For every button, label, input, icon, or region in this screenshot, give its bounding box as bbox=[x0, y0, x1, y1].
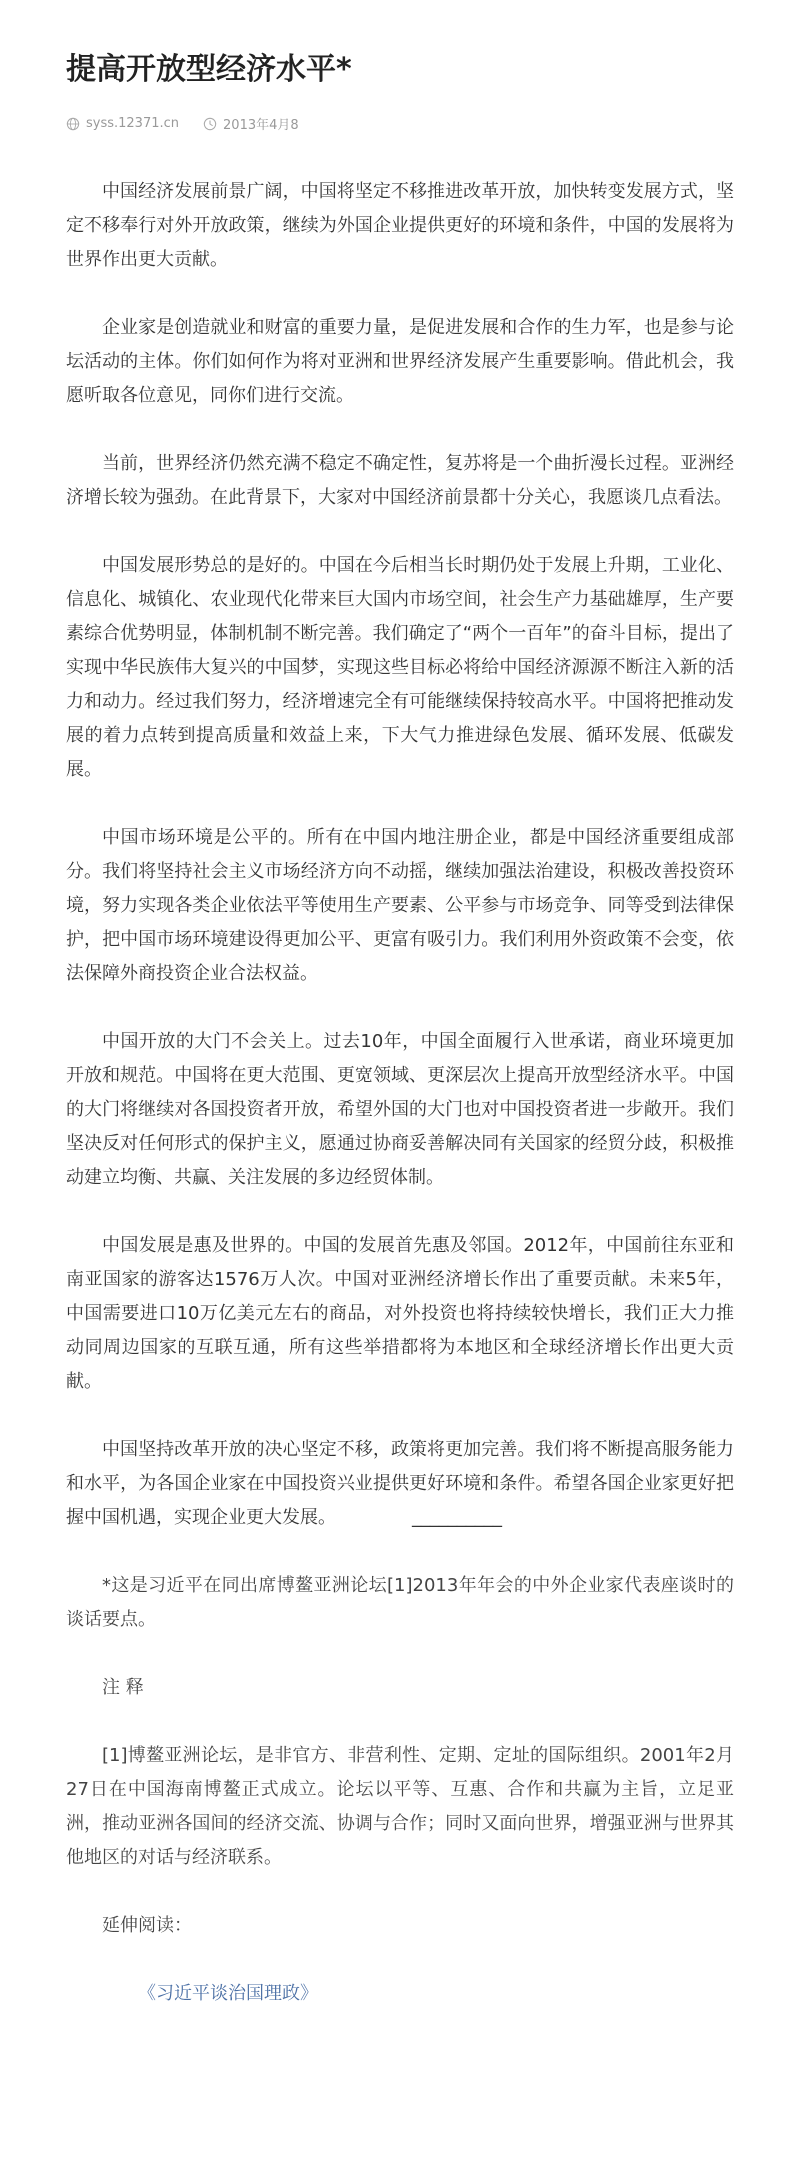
paragraph: 企业家是创造就业和财富的重要力量，是促进发展和合作的生力军，也是参与论坛活动的主体。你们如何作为将对亚洲和世界经济发展产生重要影响。借此机会，我愿听取各位意见，同你们进行交流。 bbox=[66, 317, 734, 406]
article-title: 提高开放型经济水平* bbox=[66, 52, 352, 87]
last-paragraph bbox=[66, 1433, 734, 1535]
further-reading-line bbox=[66, 1977, 734, 2011]
article-date: 2013年4月8 bbox=[223, 118, 299, 133]
source-meta bbox=[66, 116, 179, 131]
paragraph: 中国发展形势总的是好的。中国在今后相当长时期仍处于发展上升期，工业化、信息化、城镇化、农业现代化带来巨大国内市场空间，社会生产力基础雄厚，生产要素综合优势明显，体制机制不断完善。我们确定了“两个一百年”的奋斗目标，提出了实现中华民族伟大复兴的中国梦，实现这些目标必将给中国经济源源不断注入新的活力和动力。经过我们努力，经济增速完全有可能继续保持较高水平。中国将把推动发展的着力点转到提高质量和效益上来，下大气力推进绿色发展、循环发展、低碳发展。 bbox=[66, 555, 734, 780]
paragraph: 中国经济发展前景广阔，中国将坚定不移推进改革开放，加快转变发展方式，坚定不移奉行对外开放政策，继续为外国企业提供更好的环境和条件，中国的发展将为世界作出更大贡献。 bbox=[66, 181, 734, 270]
paragraph: 中国市场环境是公平的。所有在中国内地注册企业，都是中国经济重要组成部分。我们将坚持社会主义市场经济方向不动摇，继续加强法治建设，积极改善投资环境，努力实现各类企业依法平等使用生产要素、公平参与市场竞争、同等受到法律保护，把中国市场环境建设得更加公平、更富有吸引力。我们利用外资政策不会变，依法保障外商投资企业合法权益。 bbox=[66, 827, 734, 984]
article-body bbox=[66, 175, 734, 2011]
paragraph: 中国开放的大门不会关上。过去10年，中国全面履行入世承诺，商业环境更加开放和规范。中国将在更大范围、更宽领域、更深层次上提高开放型经济水平。中国的大门将继续对各国投资者开放，希望外国的大门也对中国投资者进一步敞开。我们坚决反对任何形式的保护主义，愿通过协商妥善解决同有关国家的经贸分歧，积极推动建立均衡、共赢、关注发展的多边经贸体制。 bbox=[66, 1031, 734, 1188]
article-source: syss.12371.cn bbox=[86, 116, 180, 131]
date-meta bbox=[203, 114, 299, 133]
further-reading-link[interactable]: 《习近平谈治国理政》 bbox=[138, 1983, 318, 2004]
further-reading-label: 延伸阅读： bbox=[102, 1915, 192, 1936]
separator-line: __________ bbox=[412, 1507, 502, 1528]
last-paragraph-text: 中国坚持改革开放的决心坚定不移，政策将更加完善。我们将不断提高服务能力和水平，为各国企业家在中国投资兴业提供更好环境和条件。希望各国企业家更好把握中国机遇，实现企业更大发展。 bbox=[66, 1439, 734, 1528]
clock-icon bbox=[203, 117, 217, 131]
article-meta bbox=[66, 114, 734, 133]
footnote-intro: *这是习近平在同出席博鳌亚洲论坛[1]2013年年会的中外企业家代表座谈时的谈话要点。 bbox=[66, 1575, 734, 1630]
paragraph: 当前，世界经济仍然充满不稳定不确定性，复苏将是一个曲折漫长过程。亚洲经济增长较为强劲。在此背景下，大家对中国经济前景都十分关心，我愿谈几点看法。 bbox=[66, 453, 734, 508]
notes-heading: 注 释 bbox=[102, 1677, 144, 1698]
note-1: [1]博鳌亚洲论坛，是非官方、非营利性、定期、定址的国际组织。2001年2月27日在中国海南博鳌正式成立。论坛以平等、互惠、合作和共赢为主旨，立足亚洲，推动亚洲各国间的经济交流、协调与合作；同时又面向世界，增强亚洲与世界其他地区的对话与经济联系。 bbox=[66, 1745, 734, 1868]
globe-icon bbox=[66, 117, 80, 131]
paragraph: 中国发展是惠及世界的。中国的发展首先惠及邻国。2012年，中国前往东亚和南亚国家的游客达1576万人次。中国对亚洲经济增长作出了重要贡献。未来5年，中国需要进口10万亿美元左右的商品，对外投资也将持续较快增长，我们正大力推动同周边国家的互联互通，所有这些举措都将为本地区和全球经济增长作出更大贡献。 bbox=[66, 1235, 734, 1392]
